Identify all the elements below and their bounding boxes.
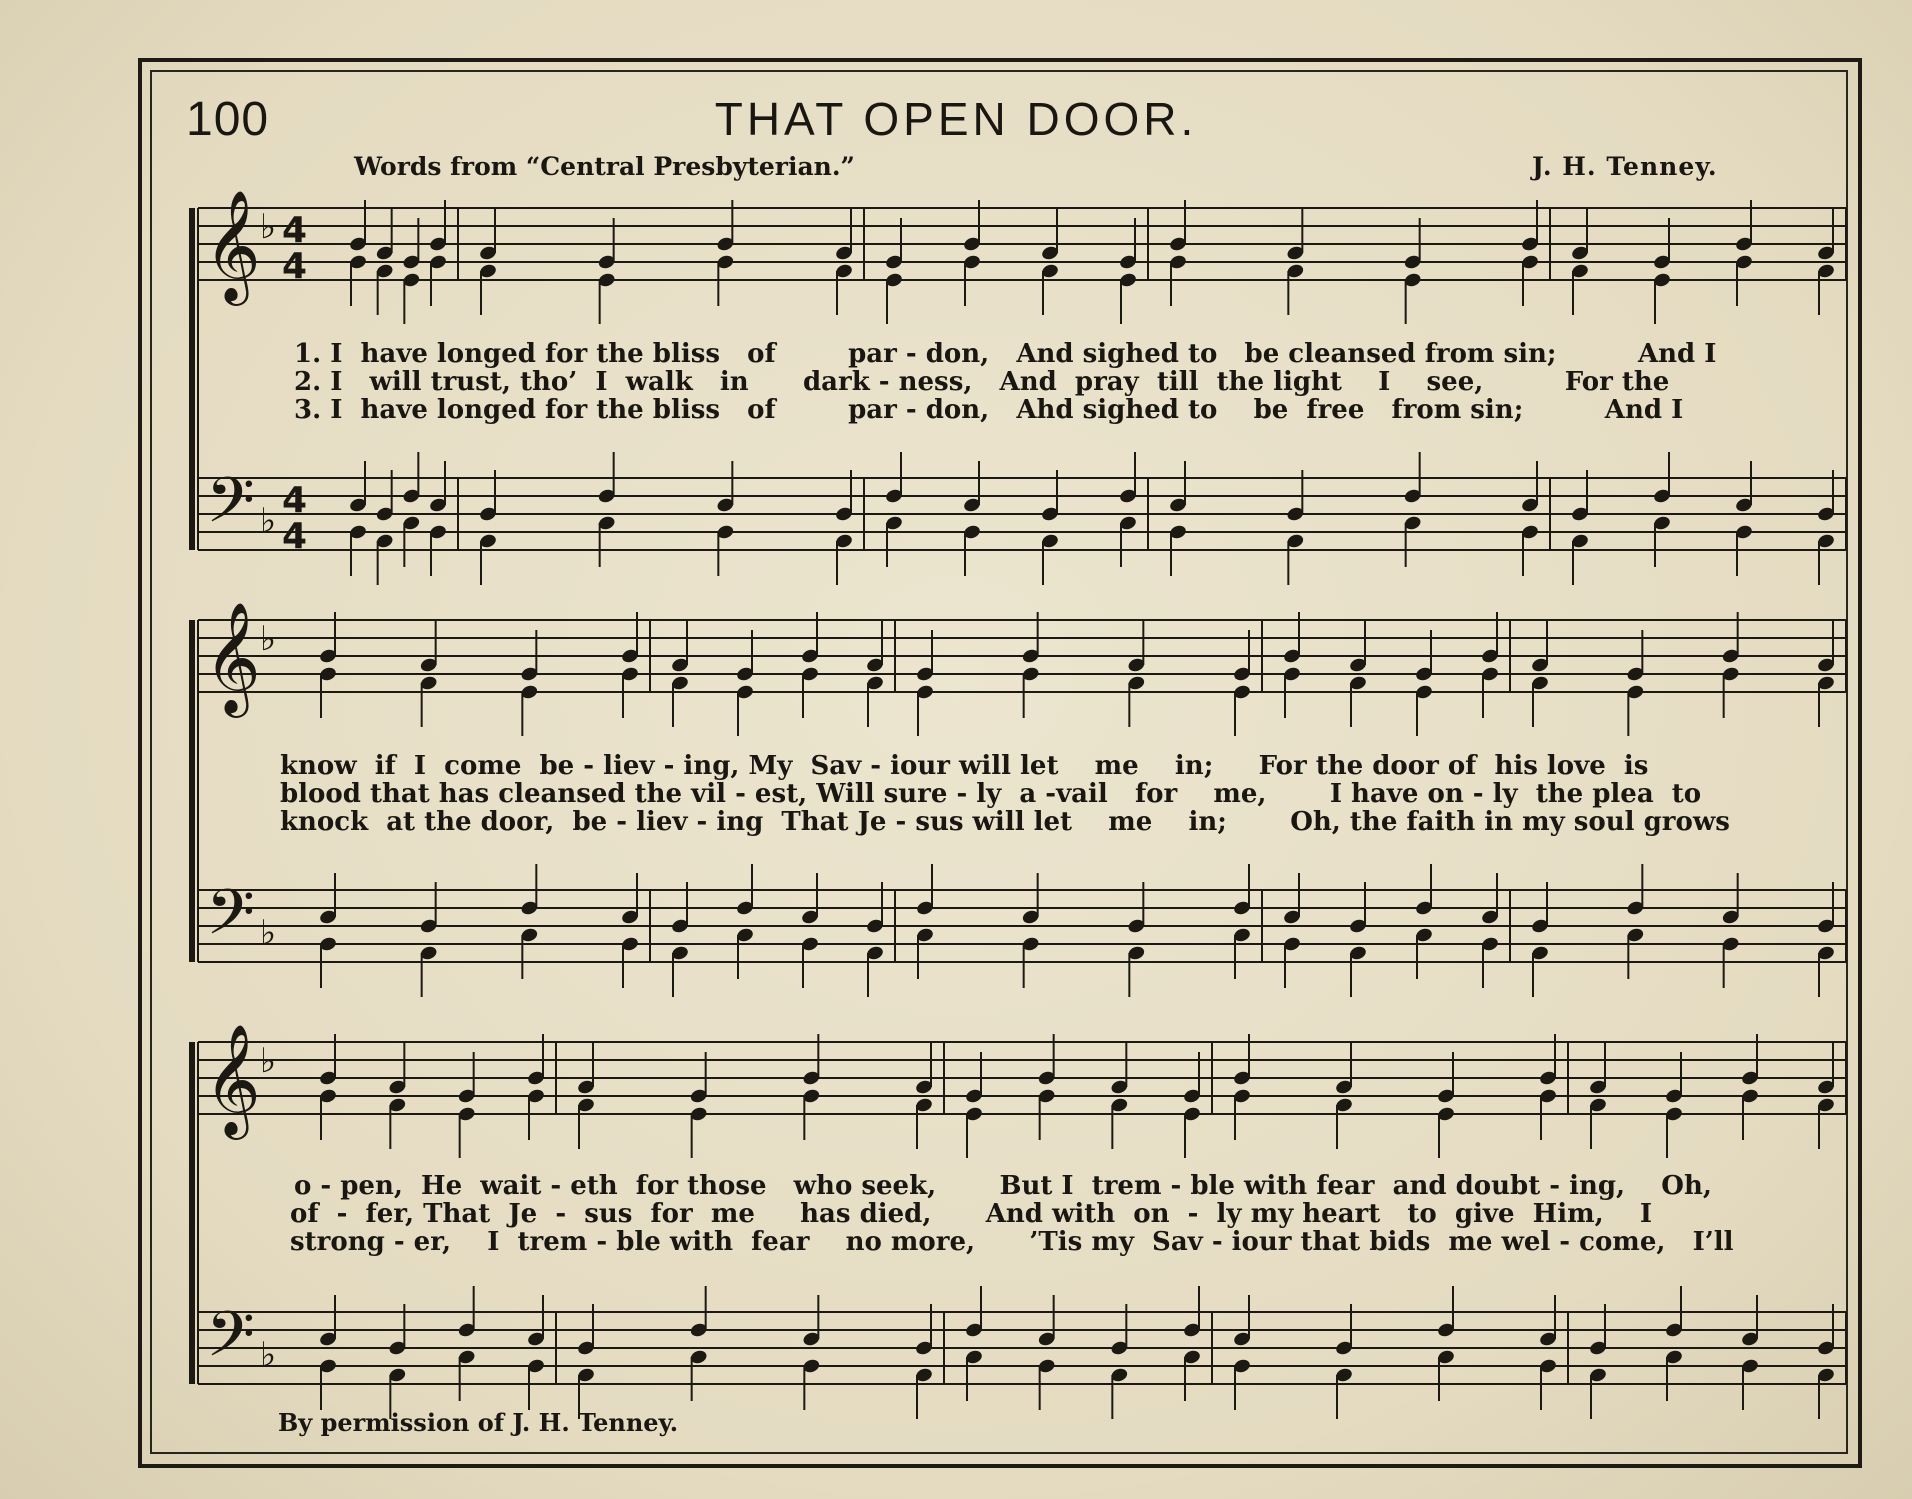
words-credit: Words from “Central Presbyterian.” [354, 152, 855, 181]
permission-credit: By permission of J. H. Tenney. [278, 1408, 679, 1437]
treble-clef-icon: 𝄞 [204, 1023, 261, 1135]
lyric-line-s2-v3: knock at the door, be - liev - ing That Je - sus will let me in; Oh, the faith in my soul grows [280, 807, 1730, 837]
flat-sign-icon: ♭ [260, 1335, 277, 1375]
flat-sign-icon: ♭ [260, 1041, 277, 1081]
lyric-line-s1-v3: 3. I have longed for the bliss of par - don, Ahd sighed to be free from sin; And I [294, 395, 1684, 425]
composer-credit: J. H. Tenney. [1532, 152, 1718, 181]
flat-sign-icon: ♭ [260, 913, 277, 953]
hymn-title: THAT OPEN DOOR. [714, 93, 1198, 145]
flat-sign-icon: ♭ [260, 501, 277, 541]
hymn-number: 100 [186, 93, 270, 146]
flat-sign-icon: ♭ [260, 619, 277, 659]
time-signature-bottom: 4 [282, 516, 308, 557]
time-signature-top: 4 [282, 210, 308, 251]
bass-clef-icon: 𝄢 [206, 1297, 255, 1386]
lyric-line-s2-v2: blood that has cleansed the vil - est, Will sure - ly a -vail for me, I have on - ly the plea to [280, 779, 1702, 809]
lyric-line-s1-v2: 2. I will trust, tho’ I walk in dark - ness, And pray till the light I see, For the [294, 367, 1670, 397]
lyric-line-s2-v1: know if I come be - liev - ing, My Sav - iour will let me in; For the door of his love is [280, 751, 1649, 781]
flat-sign-icon: ♭ [260, 207, 277, 247]
time-signature-top: 4 [282, 480, 308, 521]
bass-clef-icon: 𝄢 [206, 875, 255, 964]
time-signature-bottom: 4 [282, 246, 308, 287]
lyric-line-s3-v1: o - pen, He wait - eth for those who seek, But I trem - ble with fear and doubt - ing, Oh, [294, 1171, 1712, 1201]
lyric-line-s3-v3: strong - er, I trem - ble with fear no more, ’Tis my Sav - iour that bids me wel - come, I’ll [290, 1227, 1734, 1257]
treble-clef-icon: 𝄞 [204, 601, 261, 713]
bass-clef-icon: 𝄢 [206, 463, 255, 552]
lyric-line-s1-v1: 1. I have longed for the bliss of par - don, And sighed to be cleansed from sin; And I [294, 339, 1717, 369]
lyric-line-s3-v2: of - fer, That Je - sus for me has died, And with on - ly my heart to give Him, I [290, 1199, 1653, 1229]
treble-clef-icon: 𝄞 [204, 189, 261, 301]
